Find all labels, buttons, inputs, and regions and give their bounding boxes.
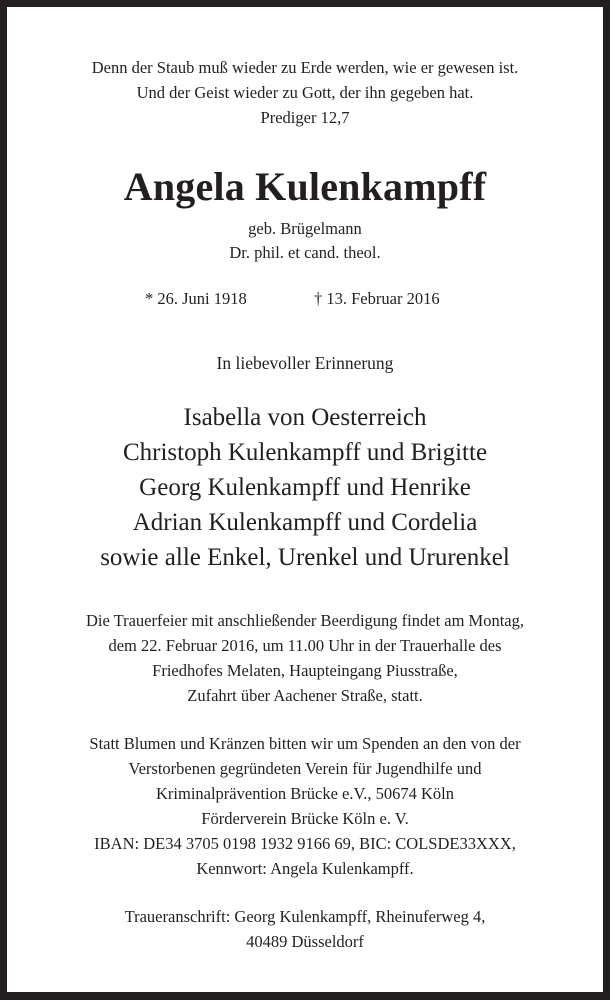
verse-line: Denn der Staub muß wieder zu Erde werden, wie er gewesen ist. [91, 58, 519, 77]
mourner-line: sowie alle Enkel, Urenkel und Ururenkel [100, 544, 510, 571]
donation-keyword: Kennwort: Angela Kulenkampff. [196, 859, 414, 878]
verse-line: Und der Geist wieder zu Gott, der ihn gegeben hat. [136, 83, 474, 102]
mourner-line: Adrian Kulenkampff und Cordelia [132, 509, 478, 536]
death-date: † 13. Februar 2016 [314, 289, 440, 308]
funeral-info-line: Zufahrt über Aachener Straße, statt. [187, 686, 423, 705]
bank-details: IBAN: DE34 3705 0198 1932 9166 69, BIC: COLSDE33XXX, [94, 834, 516, 853]
donation-info-line: Kriminalprävention Brücke e.V., 50674 Köln [155, 784, 454, 803]
donation-info-line: Verstorbenen gegründeten Verein für Jugendhilfe und [128, 759, 482, 778]
obituary-notice [7, 7, 603, 992]
verse-reference: Prediger 12,7 [260, 108, 350, 127]
academic-title: Dr. phil. et cand. theol. [229, 243, 381, 262]
deceased-name: Angela Kulenkampff [123, 164, 487, 209]
maiden-name: geb. Brügelmann [248, 219, 362, 238]
mourning-address: Traueranschrift: Georg Kulenkampff, Rheinuferweg 4, [124, 907, 486, 926]
funeral-info-line: Friedhofes Melaten, Haupteingang Piusstraße, [152, 661, 458, 680]
birth-date: * 26. Juni 1918 [145, 289, 247, 308]
remembrance-heading: In liebevoller Erinnerung [216, 353, 394, 373]
donation-info-line: Statt Blumen und Kränzen bitten wir um Spenden an den von der [89, 734, 521, 753]
funeral-info-line: Die Trauerfeier mit anschließender Beerdigung findet am Montag, [85, 611, 525, 630]
mourner-line: Christoph Kulenkampff und Brigitte [122, 439, 488, 466]
mourner-line: Georg Kulenkampff und Henrike [139, 474, 471, 501]
donation-info-line: Förderverein Brücke Köln e. V. [201, 809, 409, 828]
mourner-line: Isabella von Oesterreich [183, 404, 427, 431]
mourning-address-city: 40489 Düsseldorf [246, 932, 364, 951]
funeral-info-line: dem 22. Februar 2016, um 11.00 Uhr in der Trauerhalle des [108, 636, 502, 655]
